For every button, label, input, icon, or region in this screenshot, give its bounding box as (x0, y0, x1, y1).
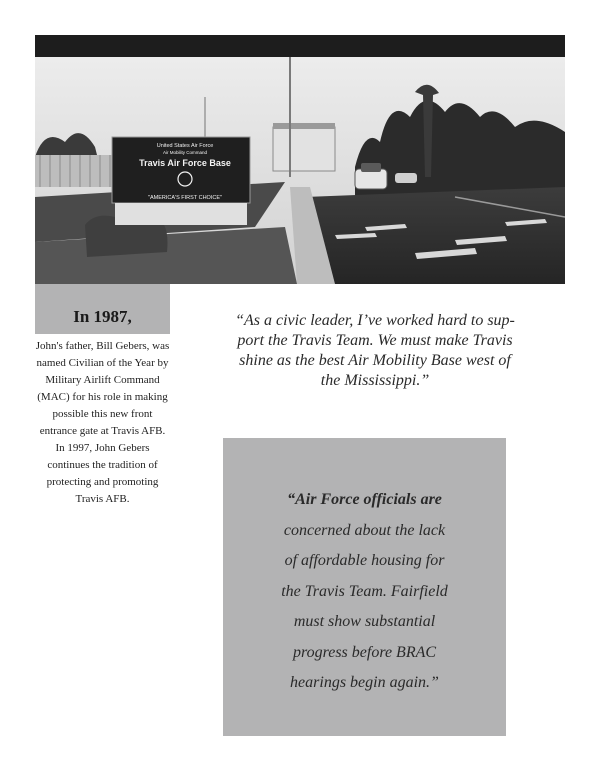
quote1-line-2: port the Travis Team. We must make Travis (237, 332, 513, 349)
sidebar-heading-panel (35, 284, 170, 334)
sign-base-name: Travis Air Force Base (139, 158, 231, 168)
sign-line1: United States Air Force (156, 143, 214, 149)
sign-line2: Air Mobility Command (162, 150, 208, 155)
quote2-line-7: hearings begin again.” (290, 674, 439, 691)
sidebar-text (35, 338, 170, 508)
quote2-line-3: of affordable housing for (284, 552, 445, 569)
quote2-line-5: must show substantial (293, 613, 436, 630)
base-entrance-photo (35, 57, 565, 284)
housing-quote-box (223, 438, 506, 736)
quote2-line-2: concerned about the lack (283, 521, 446, 539)
sidebar-paragraph-1: John's father, Bill Gebers, was named Civilian of the Year by Military Airlift Command (MAC) for his role in making possible this new front entrance gate at Travis AFB. (35, 340, 170, 437)
quote1-line-4: the Mississippi.” (320, 372, 430, 389)
quote2-line-4: the Travis Team. Fairfield (281, 582, 448, 600)
civic-leader-quote (208, 311, 542, 391)
quote1-line-1: “As a civic leader, I’ve worked hard to sup- (235, 312, 515, 329)
sidebar-paragraph-2: In 1997, John Gebers continues the tradition of protecting and promoting Travis AFB. (46, 442, 159, 505)
sign-motto: "AMERICA'S FIRST CHOICE" (148, 195, 222, 201)
photo-illustration (35, 57, 565, 284)
quote1-line-3: shine as the best Air Mobility Base west of (239, 352, 511, 369)
top-black-bar (35, 35, 565, 57)
quote2-lead: “Air Force officials are (287, 491, 442, 508)
quote2-line-6: progress before BRAC (292, 643, 437, 661)
sidebar-heading: In 1987, (73, 307, 132, 326)
housing-quote (223, 485, 506, 699)
